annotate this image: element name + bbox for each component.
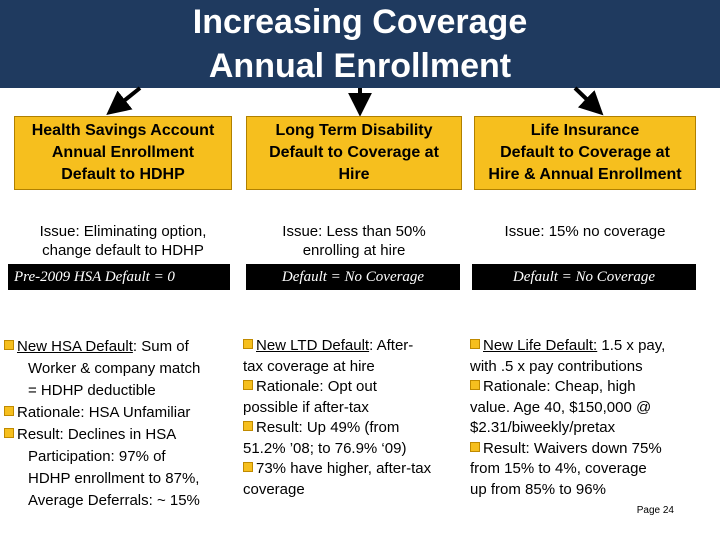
bullet-line: coverage xyxy=(243,480,305,498)
bullet-ltd-2: Rationale: Opt out xyxy=(243,377,469,398)
issue-life xyxy=(474,222,696,241)
header-hsa-line-1: Health Savings Account xyxy=(31,122,215,139)
issue-ltd-line-1: Issue: Less than 50% xyxy=(282,223,426,240)
bullet-square-icon xyxy=(4,406,14,416)
bullet-line: Average Deferrals: ~ 15% xyxy=(28,492,200,509)
header-ltd-line-2: Default to Coverage at xyxy=(269,144,439,161)
issue-hsa-line-2: change default to HDHP xyxy=(42,242,204,259)
bullet-life-2: Rationale: Cheap, high xyxy=(470,377,716,398)
bullet-line: possible if after-tax xyxy=(243,398,369,416)
bullet-line: 51.2% ’08; to 76.9% ‘09) xyxy=(243,439,407,457)
bullet-ltd-1: New LTD Default: After- xyxy=(243,336,469,357)
bullet-ltd-4: 73% have higher, after-tax xyxy=(243,459,469,480)
bullet-lead: New LTD Default xyxy=(256,337,370,354)
header-life-line-2: Default to Coverage at xyxy=(500,144,670,161)
bullet-square-icon xyxy=(470,442,480,452)
bullet-square-icon xyxy=(470,339,480,349)
bullet-square-icon xyxy=(243,339,253,349)
arrow-right xyxy=(575,88,600,112)
bullet-square-icon xyxy=(243,380,253,390)
default-life: Default = No Coverage xyxy=(472,264,696,290)
issue-ltd xyxy=(246,222,462,260)
bullet-square-icon xyxy=(243,421,253,431)
bullet-line: Participation: 97% of xyxy=(28,448,166,465)
header-life-line-3: Hire & Annual Enrollment xyxy=(488,166,682,183)
bullet-hsa-2: Rationale: HSA Unfamiliar xyxy=(4,402,238,424)
bullet-line: = HDHP deductible xyxy=(28,382,156,399)
arrows xyxy=(0,60,720,120)
bullet-line: value. Age 40, $150,000 @ xyxy=(470,398,652,416)
bullet-square-icon xyxy=(470,380,480,390)
header-ltd-line-3: Hire xyxy=(338,166,370,183)
bullet-lead: New HSA Default xyxy=(17,338,133,355)
bullet-line: with .5 x pay contributions xyxy=(470,357,643,375)
bullet-square-icon xyxy=(4,428,14,438)
arrow-left xyxy=(110,88,140,112)
bullet-line: $2.31/biweekly/pretax xyxy=(470,419,616,436)
bullet-ltd-3: Result: Up 49% (from xyxy=(243,418,469,439)
issue-hsa xyxy=(14,222,232,260)
bullet-line: tax coverage at hire xyxy=(243,357,375,375)
header-life-line-1: Life Insurance xyxy=(530,122,640,139)
bullet-hsa-1: New HSA Default: Sum of xyxy=(4,336,238,358)
default-hsa: Pre-2009 HSA Default = 0 xyxy=(8,264,230,290)
header-hsa-line-3: Default to HDHP xyxy=(61,166,185,183)
bullets-hsa xyxy=(4,336,238,512)
issue-hsa-line-1: Issue: Eliminating option, xyxy=(39,223,207,240)
slide-title-line-1: Increasing Coverage xyxy=(192,3,528,41)
bullet-lead: New Life Default: xyxy=(483,337,598,354)
slide-title-line-2: Annual Enrollment xyxy=(208,47,512,85)
bullet-life-3: Result: Waivers down 75% xyxy=(470,439,716,460)
bullet-hsa-3: Result: Declines in HSA xyxy=(4,424,238,446)
issue-ltd-line-2: enrolling at hire xyxy=(302,242,406,259)
page-number: Page 24 xyxy=(636,505,674,516)
bullets-life xyxy=(470,336,716,500)
issue-life-line-1: Issue: 15% no coverage xyxy=(504,223,666,240)
bullet-line: Worker & company match xyxy=(28,360,201,377)
bullets-ltd xyxy=(243,336,469,500)
header-hsa xyxy=(14,116,232,190)
header-life xyxy=(474,116,696,190)
header-ltd-line-1: Long Term Disability xyxy=(275,122,433,139)
bullet-square-icon xyxy=(243,462,253,472)
bullet-life-1: New Life Default: 1.5 x pay, xyxy=(470,336,716,357)
bullet-line: HDHP enrollment to 87%, xyxy=(28,470,200,487)
bullet-square-icon xyxy=(4,340,14,350)
header-ltd xyxy=(246,116,462,190)
header-hsa-line-2: Annual Enrollment xyxy=(51,144,195,161)
default-ltd: Default = No Coverage xyxy=(246,264,460,290)
bullet-line: up from 85% to 96% xyxy=(470,480,606,498)
bullet-line: from 15% to 4%, coverage xyxy=(470,460,647,477)
